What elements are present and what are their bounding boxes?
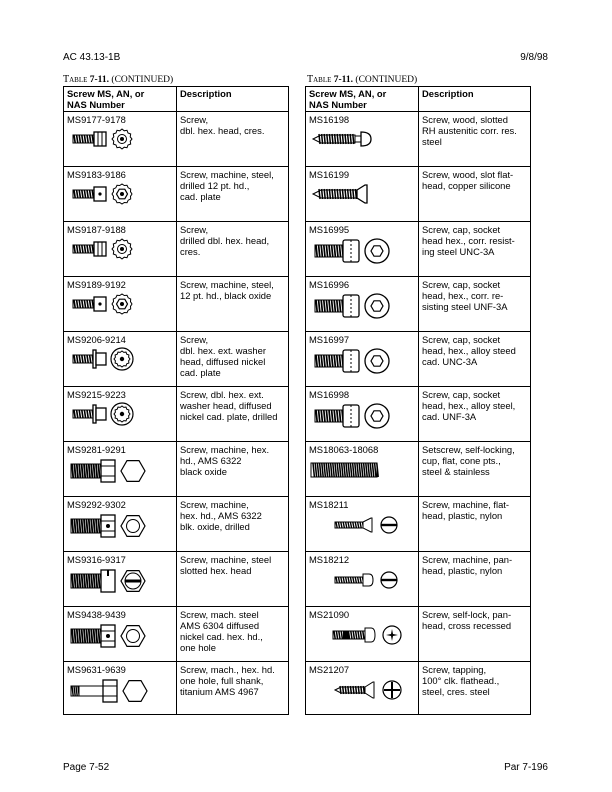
caption-suffix: (CONTINUED): [355, 75, 418, 85]
part-number: MS9292-9302: [67, 499, 126, 510]
table-row: [64, 662, 289, 715]
part-number: MS9316-9317: [67, 554, 126, 565]
table-row: [64, 112, 289, 167]
description-line: steel, cres. steel: [422, 686, 490, 697]
description-line: one hole: [180, 642, 216, 653]
part-number: MS16996: [309, 279, 350, 290]
part-number: MS9183-9186: [67, 169, 126, 180]
part-number: MS21207: [309, 664, 350, 675]
description-cell: [177, 607, 289, 662]
description-line: cad. plate: [180, 367, 221, 378]
table-row: [64, 167, 289, 222]
caption-suffix: (CONTINUED): [111, 75, 174, 85]
description-cell: [419, 442, 531, 497]
table-row: [306, 552, 531, 607]
description-cell: [177, 442, 289, 497]
part-number: MS9438-9439: [67, 609, 126, 620]
running-header-left: AC 43.13-1B: [63, 52, 121, 63]
description-line: blk. oxide, drilled: [180, 521, 250, 532]
description-line: 12 pt. hd., black oxide: [180, 290, 272, 301]
table-row: [64, 222, 289, 277]
part-cell: [306, 607, 419, 662]
description-line: sisting steel UNF-3A: [422, 301, 508, 312]
table-row: [306, 332, 531, 387]
part-number: MS9187-9188: [67, 224, 126, 235]
description-line: Screw, machine, steel: [180, 554, 272, 565]
description-line: drilled 12 pt. hd.,: [180, 180, 250, 191]
caption-prefix: Table: [63, 74, 88, 85]
table-row: [306, 277, 531, 332]
description-cell: [177, 387, 289, 442]
description-cell: [177, 662, 289, 715]
table-row: [306, 387, 531, 442]
part-number: MS9631-9639: [67, 664, 126, 675]
description-line: titanium AMS 4967: [180, 686, 259, 697]
description-cell: [177, 552, 289, 607]
description-line: RH austenitic corr. res.: [422, 125, 517, 136]
part-cell: [306, 387, 419, 442]
description-cell: [177, 497, 289, 552]
part-number: MS18212: [309, 554, 350, 565]
description-line: head, diffused nickel: [180, 356, 266, 367]
table-row: [64, 332, 289, 387]
washer-head-screw-icon: [67, 346, 167, 376]
table-row: [64, 277, 289, 332]
description-line: black oxide: [180, 466, 227, 477]
description-line: cup, flat, cone pts.,: [422, 455, 501, 466]
column-header-part: Screw MS, AN, or NAS Number: [306, 87, 419, 112]
table-row: [64, 497, 289, 552]
page-number: Page 7-52: [63, 762, 110, 773]
hex-bolt-icon: [67, 456, 167, 486]
caption-prefix: Table: [307, 74, 332, 85]
description-cell: [419, 497, 531, 552]
socket-head-cap-screw-icon: [309, 346, 409, 376]
part-number: MS16198: [309, 114, 350, 125]
twelve-point-screw-icon: [67, 181, 167, 211]
description-line: Screw, cap, socket: [422, 224, 501, 235]
twelve-point-screw-icon: [67, 291, 167, 321]
table-row: [306, 662, 531, 715]
description-line: AMS 6304 diffused: [180, 620, 260, 631]
table-row: [64, 387, 289, 442]
table-caption-left: [63, 74, 173, 85]
description-line: nickel cad. plate, drilled: [180, 411, 278, 422]
description-line: steel & stainless: [422, 466, 490, 477]
description-line: Screw, self-lock, pan-: [422, 609, 512, 620]
description-line: head hex., corr. resist-: [422, 235, 515, 246]
part-cell: [64, 442, 177, 497]
description-line: dbl. hex. head, cres.: [180, 125, 265, 136]
description-line: Screw, tapping,: [422, 664, 487, 675]
description-line: Screw, wood, slot flat-: [422, 169, 514, 180]
description-line: head, hex., corr. re-: [422, 290, 504, 301]
table-row: [64, 442, 289, 497]
description-line: cad. UNF-3A: [422, 411, 477, 422]
description-line: cres.: [180, 246, 201, 257]
part-number: MS16997: [309, 334, 350, 345]
description-line: head, hex., alloy steel,: [422, 400, 516, 411]
table-row: [306, 442, 531, 497]
part-cell: [64, 552, 177, 607]
part-number: MS18211: [309, 499, 349, 510]
description-line: Screw, machine,: [180, 499, 249, 510]
description-cell: [419, 607, 531, 662]
drilled-hex-bolt-icon: [67, 511, 167, 541]
description-line: one hole, full shank,: [180, 675, 264, 686]
pan-head-nylon-screw-icon: [309, 566, 409, 596]
part-cell: [64, 277, 177, 332]
socket-head-cap-screw-icon: [309, 401, 409, 431]
part-number: MS9177-9178: [67, 114, 126, 125]
part-cell: [64, 607, 177, 662]
description-cell: [419, 387, 531, 442]
description-cell: [177, 277, 289, 332]
description-line: Screw, machine, hex.: [180, 444, 270, 455]
table-row: [64, 607, 289, 662]
dbl-hex-screw-icon: [67, 126, 167, 156]
paragraph-reference: Par 7-196: [504, 762, 548, 773]
part-cell: [64, 332, 177, 387]
description-line: Screw,: [180, 224, 209, 235]
drilled-hex-bolt-icon: [67, 621, 167, 651]
description-line: dbl. hex. ext. washer: [180, 345, 266, 356]
part-number: MS9206-9214: [67, 334, 126, 345]
part-cell: [306, 552, 419, 607]
description-line: Screw, cap, socket: [422, 389, 501, 400]
description-cell: [419, 222, 531, 277]
description-line: Screw, mach., hex. hd.: [180, 664, 275, 675]
part-cell: [64, 222, 177, 277]
column-header-description: Description: [177, 87, 289, 112]
part-cell: [64, 662, 177, 715]
description-cell: [419, 552, 531, 607]
table-caption-right: [307, 74, 417, 85]
description-line: Screw, machine, flat-: [422, 499, 510, 510]
description-line: drilled dbl. hex. head,: [180, 235, 270, 246]
table-row: [306, 497, 531, 552]
description-cell: [419, 167, 531, 222]
running-header-right: 9/8/98: [520, 52, 548, 63]
setscrew-icon: [309, 456, 409, 486]
description-line: Screw, machine, steel,: [180, 169, 274, 180]
description-line: head, plastic, nylon: [422, 565, 503, 576]
part-cell: [306, 332, 419, 387]
dbl-hex-screw-icon: [67, 236, 167, 266]
description-cell: [419, 112, 531, 167]
part-cell: [306, 167, 419, 222]
slotted-hex-screw-icon: [67, 566, 167, 596]
description-cell: [419, 332, 531, 387]
part-number: MS21090: [309, 609, 350, 620]
description-line: steel: [422, 136, 442, 147]
description-line: cad. plate: [180, 191, 221, 202]
wood-screw-round-icon: [309, 126, 409, 156]
part-cell: [306, 662, 419, 715]
description-line: nickel cad. hex. hd.,: [180, 631, 263, 642]
description-line: cad. UNC-3A: [422, 356, 478, 367]
tapping-screw-icon: [309, 676, 409, 706]
cross-recessed-self-lock-screw-icon: [309, 621, 409, 651]
screw-table-left: [63, 86, 289, 715]
description-line: head, cross recessed: [422, 620, 512, 631]
column-header-part: Screw MS, AN, or NAS Number: [64, 87, 177, 112]
caption-number: 7-11.: [89, 75, 110, 85]
caption-number: 7-11.: [333, 75, 354, 85]
description-line: Screw, wood, slotted: [422, 114, 508, 125]
part-cell: [306, 112, 419, 167]
description-cell: [177, 167, 289, 222]
part-cell: [306, 277, 419, 332]
description-line: Screw, mach. steel: [180, 609, 259, 620]
description-line: head, plastic, nylon: [422, 510, 503, 521]
description-cell: [419, 662, 531, 715]
description-line: Screw,: [180, 334, 209, 345]
part-cell: [306, 442, 419, 497]
description-line: 100° clk. flathead.,: [422, 675, 500, 686]
part-number: MS16998: [309, 389, 350, 400]
description-cell: [177, 222, 289, 277]
table-row: [306, 112, 531, 167]
part-cell: [306, 497, 419, 552]
description-cell: [177, 112, 289, 167]
part-number: MS9215-9223: [67, 389, 126, 400]
description-line: ing steel UNC-3A: [422, 246, 495, 257]
full-shank-hex-bolt-icon: [67, 676, 167, 706]
washer-head-screw-icon: [67, 401, 167, 431]
flat-head-nylon-screw-icon: [309, 511, 409, 541]
description-line: head, copper silicone: [422, 180, 511, 191]
screw-table-right: [305, 86, 531, 715]
part-number: MS18063-18068: [309, 444, 379, 455]
description-line: Screw, machine, pan-: [422, 554, 513, 565]
description-cell: [177, 332, 289, 387]
part-cell: [64, 112, 177, 167]
socket-head-cap-screw-icon: [309, 291, 409, 321]
description-line: Screw, machine, steel,: [180, 279, 274, 290]
description-line: hex. hd., AMS 6322: [180, 510, 262, 521]
part-number: MS9189-9192: [67, 279, 126, 290]
description-line: washer head, diffused: [180, 400, 272, 411]
description-line: Screw, dbl. hex. ext.: [180, 389, 264, 400]
description-line: slotted hex. head: [180, 565, 252, 576]
socket-head-cap-screw-icon: [309, 236, 409, 266]
part-cell: [306, 222, 419, 277]
wood-screw-flat-icon: [309, 181, 409, 211]
description-cell: [419, 277, 531, 332]
description-line: hd., AMS 6322: [180, 455, 242, 466]
description-line: head, hex., alloy steed: [422, 345, 516, 356]
part-number: MS16995: [309, 224, 350, 235]
description-line: Screw,: [180, 114, 209, 125]
part-cell: [64, 167, 177, 222]
table-row: [64, 552, 289, 607]
column-header-description: Description: [419, 87, 531, 112]
description-line: Setscrew, self-locking,: [422, 444, 515, 455]
table-row: [306, 222, 531, 277]
table-row: [306, 167, 531, 222]
description-line: Screw, cap, socket: [422, 279, 501, 290]
part-number: MS9281-9291: [67, 444, 126, 455]
part-cell: [64, 497, 177, 552]
part-cell: [64, 387, 177, 442]
part-number: MS16199: [309, 169, 350, 180]
table-row: [306, 607, 531, 662]
description-line: Screw, cap, socket: [422, 334, 501, 345]
